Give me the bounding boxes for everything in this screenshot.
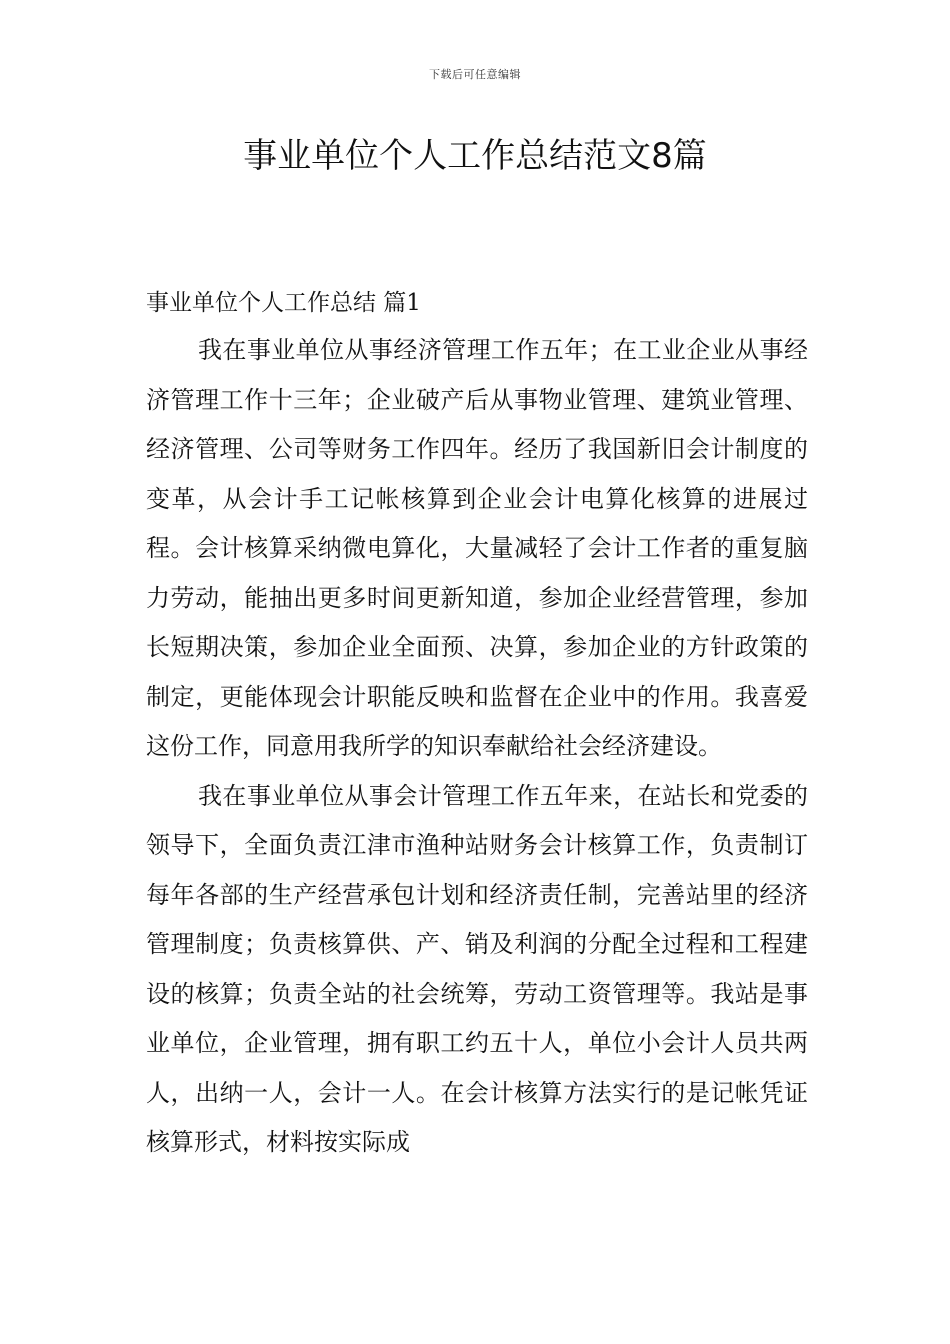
- paragraph-2: 我在事业单位从事会计管理工作五年来，在站长和党委的领导下，全面负责江津市渔种站财务会计核算工作，负责制订每年各部的生产经营承包计划和经济责任制，完善站里的经济管理制度；负责核算供、产、销及利润的分配全过程和工程建设的核算；负责全站的社会统筹，劳动工资管理等。我站是事业单位，企业管理，拥有职工约五十人，单位小会计人员共两人，出纳一人，会计一人。在会计核算方法实行的是记帐凭证核算形式，材料按实际成: [146, 781, 808, 1156]
- document-title: 事业单位个人工作总结范文8篇: [243, 136, 707, 176]
- header-note: 下载后可任意编辑: [429, 68, 521, 81]
- section-heading: 事业单位个人工作总结 篇1: [146, 290, 421, 316]
- paragraph-1: 我在事业单位从事经济管理工作五年；在工业企业从事经济管理工作十三年；企业破产后从事物业管理、建筑业管理、经济管理、公司等财务工作四年。经历了我国新旧会计制度的变革，从会计手工记帐核算到企业会计电算化核算的进展过程。会计核算采纳微电算化，大量减轻了会计工作者的重复脑力劳动，能抽出更多时间更新知道，参加企业经营管理，参加长短期决策，参加企业全面预、决算，参加企业的方针政策的制定，更能体现会计职能反映和监督在企业中的作用。我喜爱这份工作，同意用我所学的知识奉献给社会经济建设。: [146, 336, 808, 760]
- document-body: [146, 326, 808, 1168]
